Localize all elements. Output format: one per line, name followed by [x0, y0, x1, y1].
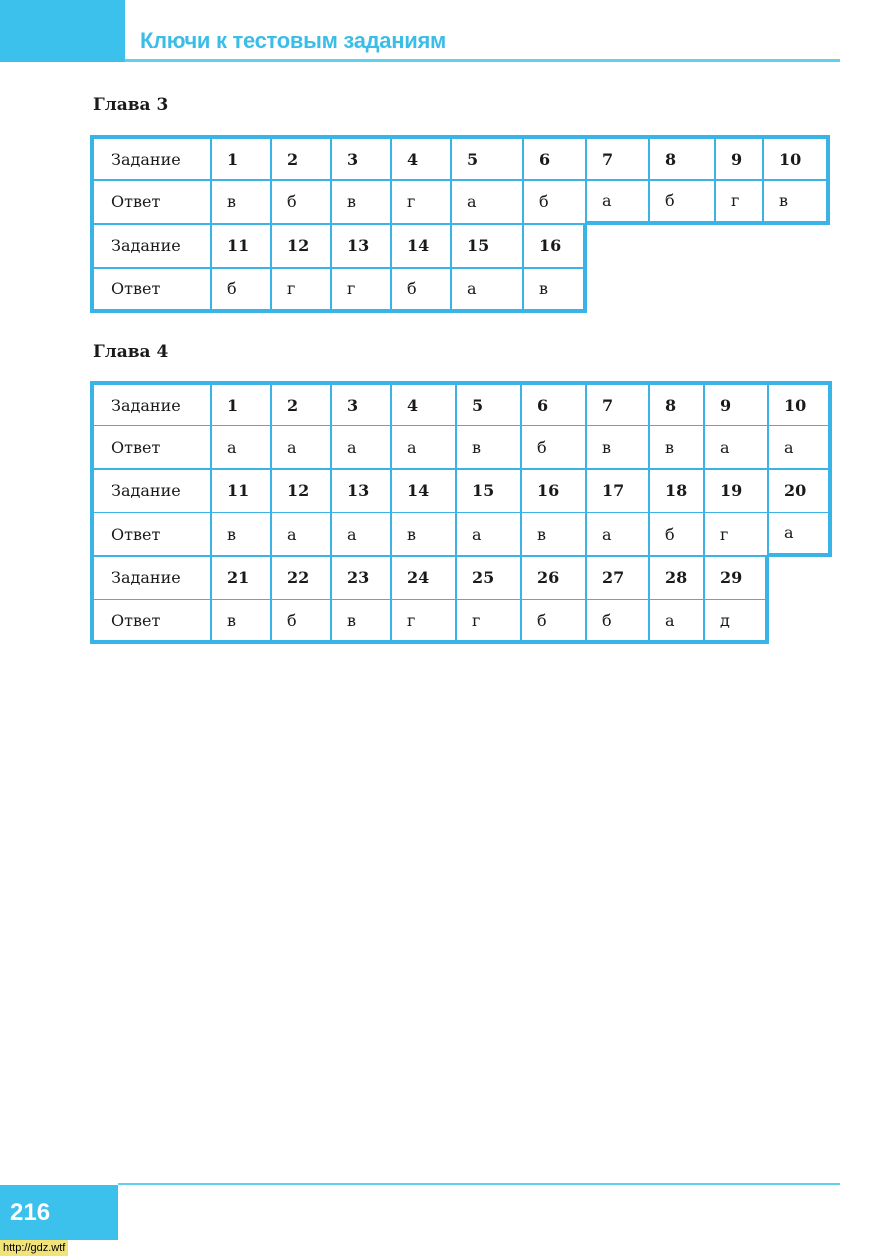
task-number-cell: 29 — [703, 555, 769, 600]
answer-cell: б — [648, 512, 705, 557]
task-number-cell: 18 — [648, 468, 705, 513]
row-label-task: Задание — [90, 223, 212, 269]
answer-cell: д — [703, 599, 769, 644]
task-number-cell: 19 — [703, 468, 769, 513]
task-number-cell: 24 — [390, 555, 457, 600]
answer-cell: в — [522, 267, 587, 313]
task-number-cell: 15 — [455, 468, 522, 513]
answer-cell: а — [585, 179, 650, 225]
answer-cell: г — [390, 599, 457, 644]
task-number-cell: 8 — [648, 135, 716, 181]
answer-cell: а — [585, 512, 650, 557]
answer-cell: а — [210, 425, 272, 470]
page-header-title: Ключи к тестовым заданиям — [140, 28, 446, 53]
chapter-4-title: Глава 4 — [93, 342, 169, 362]
task-number-cell: 10 — [762, 135, 830, 181]
task-number-cell: 10 — [767, 381, 832, 426]
task-number-cell: 1 — [210, 381, 272, 426]
task-number-cell: 7 — [585, 135, 650, 181]
task-number-cell: 25 — [455, 555, 522, 600]
answer-cell: г — [714, 179, 764, 225]
answer-cell: г — [390, 179, 452, 225]
answer-cell: а — [767, 425, 832, 470]
answer-cell: в — [762, 179, 830, 225]
task-number-cell: 22 — [270, 555, 332, 600]
task-number-cell: 9 — [703, 381, 769, 426]
answer-cell: а — [767, 512, 832, 557]
answer-cell: а — [390, 425, 457, 470]
answer-cell: а — [455, 512, 522, 557]
task-number-cell: 1 — [210, 135, 272, 181]
task-number-cell: 4 — [390, 381, 457, 426]
answer-cell: в — [648, 425, 705, 470]
task-number-cell: 11 — [210, 468, 272, 513]
task-number-cell: 2 — [270, 381, 332, 426]
row-label-task: Задание — [90, 468, 212, 513]
task-number-cell: 4 — [390, 135, 452, 181]
answer-cell: а — [703, 425, 769, 470]
task-number-cell: 8 — [648, 381, 705, 426]
answer-cell: в — [330, 599, 392, 644]
row-label-answer: Ответ — [90, 179, 212, 225]
answer-cell: а — [270, 425, 332, 470]
answer-cell: а — [330, 512, 392, 557]
answer-cell: в — [585, 425, 650, 470]
task-number-cell: 14 — [390, 468, 457, 513]
answer-cell: г — [455, 599, 522, 644]
task-number-cell: 5 — [450, 135, 524, 181]
answer-cell: в — [210, 179, 272, 225]
answer-cell: а — [648, 599, 705, 644]
answer-cell: в — [390, 512, 457, 557]
task-number-cell: 17 — [585, 468, 650, 513]
footer-divider — [118, 1183, 840, 1185]
task-number-cell: 2 — [270, 135, 332, 181]
chapter-3-title: Глава 3 — [93, 95, 169, 115]
task-number-cell: 15 — [450, 223, 524, 269]
answer-cell: в — [210, 599, 272, 644]
answer-cell: г — [703, 512, 769, 557]
task-number-cell: 11 — [210, 223, 272, 269]
task-number-cell: 5 — [455, 381, 522, 426]
task-number-cell: 6 — [522, 135, 587, 181]
row-label-answer: Ответ — [90, 512, 212, 557]
answer-cell: в — [330, 179, 392, 225]
answer-cell: б — [585, 599, 650, 644]
answer-cell: а — [450, 267, 524, 313]
row-label-answer: Ответ — [90, 599, 212, 644]
task-number-cell: 9 — [714, 135, 764, 181]
answer-cell: б — [270, 599, 332, 644]
row-label-answer: Ответ — [90, 267, 212, 313]
row-label-task: Задание — [90, 555, 212, 600]
task-number-cell: 20 — [767, 468, 832, 513]
answer-cell: б — [520, 599, 587, 644]
task-number-cell: 23 — [330, 555, 392, 600]
task-number-cell: 7 — [585, 381, 650, 426]
answer-cell: б — [648, 179, 716, 225]
answer-cell: б — [210, 267, 272, 313]
task-number-cell: 14 — [390, 223, 452, 269]
header-color-block — [0, 0, 125, 62]
task-number-cell: 13 — [330, 468, 392, 513]
answer-cell: в — [520, 512, 587, 557]
task-number-cell: 28 — [648, 555, 705, 600]
task-number-cell: 3 — [330, 381, 392, 426]
task-number-cell: 3 — [330, 135, 392, 181]
task-number-cell: 16 — [520, 468, 587, 513]
task-number-cell: 27 — [585, 555, 650, 600]
answer-cell: а — [450, 179, 524, 225]
header-divider — [125, 59, 840, 62]
answer-cell: б — [390, 267, 452, 313]
task-number-cell: 26 — [520, 555, 587, 600]
answer-cell: б — [522, 179, 587, 225]
task-number-cell: 12 — [270, 468, 332, 513]
answer-cell: б — [520, 425, 587, 470]
page-number: 216 — [10, 1199, 51, 1226]
row-label-task: Задание — [90, 381, 212, 426]
row-label-task: Задание — [90, 135, 212, 181]
answer-cell: г — [270, 267, 332, 313]
answer-cell: в — [210, 512, 272, 557]
row-label-answer: Ответ — [90, 425, 212, 470]
source-url[interactable]: http://gdz.wtf — [0, 1240, 68, 1256]
answer-cell: а — [330, 425, 392, 470]
answer-cell: б — [270, 179, 332, 225]
answer-cell: г — [330, 267, 392, 313]
answer-cell: а — [270, 512, 332, 557]
task-number-cell: 13 — [330, 223, 392, 269]
task-number-cell: 6 — [520, 381, 587, 426]
task-number-cell: 16 — [522, 223, 587, 269]
task-number-cell: 12 — [270, 223, 332, 269]
task-number-cell: 21 — [210, 555, 272, 600]
answer-cell: в — [455, 425, 522, 470]
